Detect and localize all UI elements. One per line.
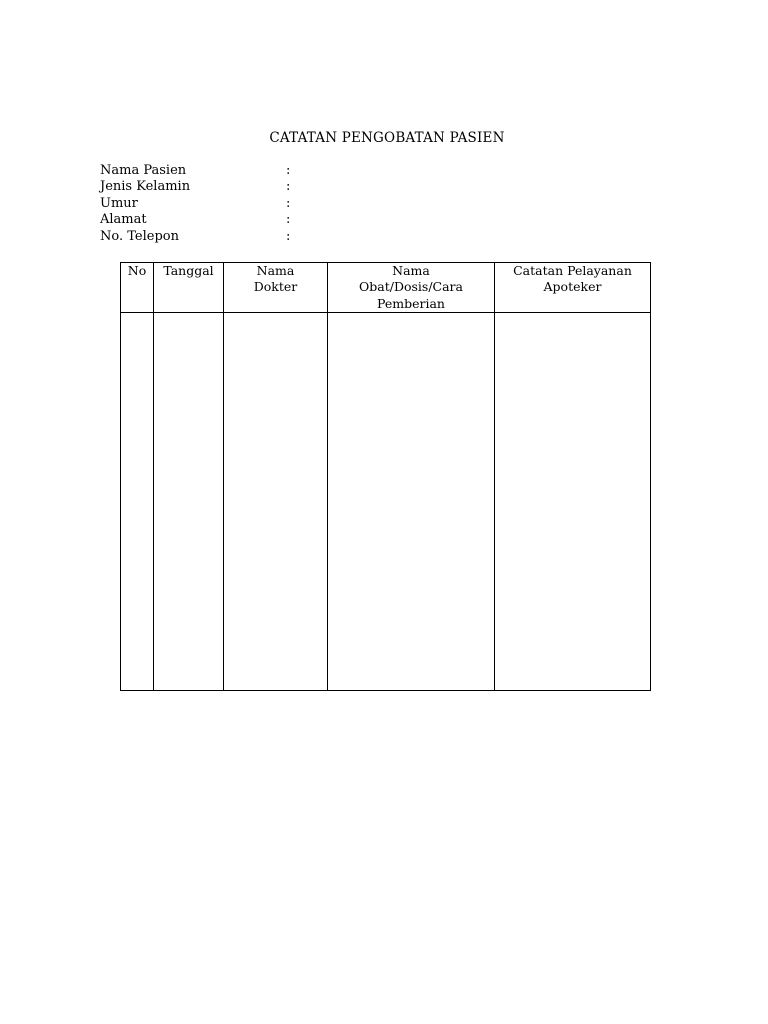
header-line: Pemberian <box>377 295 445 311</box>
table-cell-nama-dokter[interactable] <box>224 313 328 691</box>
column-header-catatan-pelayanan <box>495 263 651 313</box>
column-header-nama-obat <box>328 263 495 313</box>
table-cell-nama-obat[interactable] <box>328 313 495 691</box>
header-line: Apoteker <box>543 279 602 295</box>
column-header-tanggal <box>154 263 224 313</box>
header-line: No <box>127 263 147 278</box>
header-line: Tanggal <box>163 263 214 278</box>
field-row-jenis-kelamin <box>100 179 360 195</box>
header-line: Obat/Dosis/Cara <box>359 279 463 295</box>
field-label: Umur <box>100 195 138 211</box>
field-label: No. Telepon <box>100 228 179 244</box>
table-cell-catatan-pelayanan[interactable] <box>495 313 651 691</box>
table-header-row <box>121 263 651 313</box>
column-header-no <box>121 263 154 313</box>
field-label: Alamat <box>100 212 147 228</box>
field-separator: : <box>286 163 291 178</box>
table-cell-no[interactable] <box>121 313 154 691</box>
table-row <box>121 313 651 691</box>
header-line: Nama <box>392 263 430 278</box>
field-row-alamat <box>100 212 360 228</box>
field-row-umur <box>100 196 360 212</box>
field-label: Nama Pasien <box>100 163 187 178</box>
document-title: CATATAN PENGOBATAN PASIEN <box>269 130 505 146</box>
table-cell-tanggal[interactable] <box>154 313 224 691</box>
patient-info-fields <box>100 163 360 245</box>
field-separator: : <box>286 195 291 211</box>
field-row-nama-pasien <box>100 163 360 179</box>
column-header-nama-dokter <box>224 263 328 313</box>
header-line: Nama <box>256 263 295 278</box>
field-separator: : <box>286 228 291 244</box>
header-line: Catatan Pelayanan <box>513 263 632 278</box>
field-separator: : <box>286 179 291 195</box>
medication-record-table <box>120 262 651 691</box>
header-line: Dokter <box>253 279 298 295</box>
field-label: Jenis Kelamin <box>100 179 191 195</box>
field-separator: : <box>286 212 291 228</box>
field-row-no-telepon <box>100 229 360 245</box>
